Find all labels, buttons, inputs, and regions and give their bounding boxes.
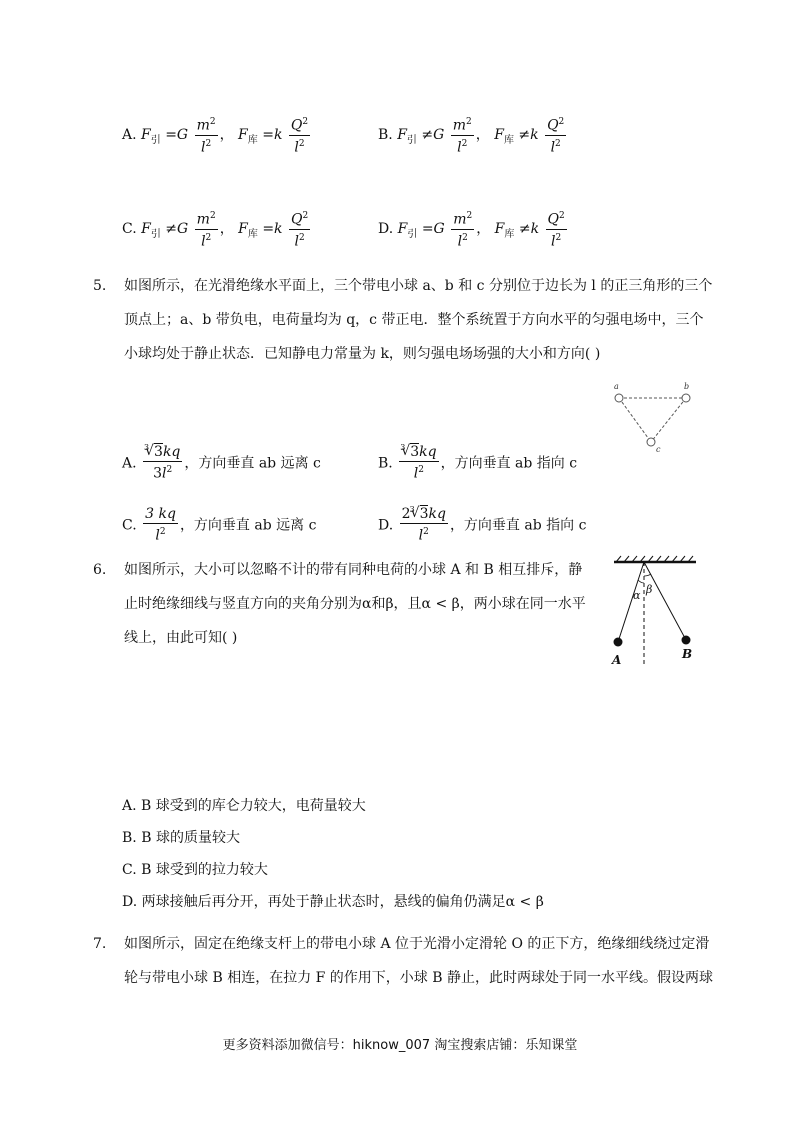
string-a (618, 562, 644, 642)
ball-b (682, 394, 690, 402)
label-beta: β (646, 583, 653, 596)
ball-c (647, 438, 655, 446)
q6-pendulum-figure (604, 552, 708, 670)
q4-option-b: B. $F_引 \ne G$ $\frac{m^2}{l^2}$ ， $F_库 \ne k$ $\frac{Q^2}{l^2}$ (378, 114, 568, 156)
q5-stem-line-2: 顶点上；a、b 带负电，电荷量均为 q，c 带正电．整个系统置于方向水平的匀强电场中，三个 (124, 312, 704, 328)
q7-number: 7. (93, 936, 107, 952)
angle-alpha-arc (638, 580, 644, 583)
label-c: c (656, 445, 661, 454)
q5-option-a: A. √ 3 3kq $3l^2$ ，方向垂直 ab 远离 c (122, 444, 321, 483)
edge-bc (651, 398, 686, 442)
ball-b (682, 636, 691, 645)
q4-option-c: C. $F_引 \ne G$ $\frac{m^2}{l^2}$ ， $F_库 =k$ $\frac{Q^2}{l^2}$ (122, 208, 312, 250)
q6-option-a: A. B 球受到的库仑力较大，电荷量较大 (122, 798, 366, 814)
edge-ac (619, 398, 651, 442)
q5-stem-line-1: 如图所示，在光滑绝缘水平面上，三个带电小球 a、b 和 c 分别位于边长为 l 的正三角形的三个 (124, 278, 713, 294)
q6-stem-line-3: 线上，由此可知( ) (124, 630, 238, 646)
q6-stem-line-1: 如图所示，大小可以忽略不计的带有同种电荷的小球 A 和 B 相互排斥，静 (124, 562, 583, 578)
string-b (644, 562, 686, 640)
q7-stem-line-1: 如图所示，固定在绝缘支杆上的带电小球 A 位于光滑小定滑轮 O 的正下方，绝缘细线绕过定滑 (124, 936, 710, 952)
label-a: a (614, 382, 619, 391)
ball-a (615, 394, 623, 402)
q6-option-c: C. B 球受到的拉力较大 (122, 862, 268, 878)
q5-option-d: D. 2 √ 3 3kq $l^2$ ，方向垂直 ab 指向 c (378, 506, 586, 545)
q5-option-b: B. √ 3 3kq $l^2$ ，方向垂直 ab 指向 c (378, 444, 577, 483)
q4-option-d: D. $F_引 =G$ $\frac{m^2}{l^2}$ ， $F_库 \ne k$ $\frac{Q^2}{l^2}$ (378, 208, 569, 250)
q5-number: 5. (93, 278, 107, 294)
q7-stem-line-2: 轮与带电小球 B 相连，在拉力 F 的作用下，小球 B 静止，此时两球处于同一水平线。假设两球 (124, 970, 713, 986)
label-b: B (682, 647, 693, 661)
q4-option-a: A. $F_引 =G$ $\frac{m^2}{l^2}$ ， $F_库 =k$ $\frac{Q^2}{l^2}$ (122, 114, 312, 156)
label-b: b (684, 382, 690, 391)
page-footer: 更多资料添加微信号：hiknow_007 淘宝搜索店铺：乐知课堂 (222, 1038, 578, 1053)
label-alpha: α (633, 589, 641, 602)
ball-a (614, 638, 623, 647)
angle-beta-arc (644, 574, 651, 576)
q6-option-d: D. 两球接触后再分开，再处于静止状态时，悬线的偏角仍满足α < β (122, 894, 544, 910)
q5-triangle-figure (606, 380, 698, 456)
q5-stem-line-3: 小球均处于静止状态．已知静电力常量为 k，则匀强电场场强的大小和方向( ) (124, 346, 601, 362)
label-a: A (612, 653, 622, 667)
q5-option-c: C. $\frac{3 kq}{l^2}$ ，方向垂直 ab 远离 c (122, 506, 317, 544)
q6-stem-line-2: 止时绝缘细线与竖直方向的夹角分别为α和β，且α < β，两小球在同一水平 (124, 596, 586, 612)
q6-number: 6. (93, 562, 107, 578)
q6-option-b: B. B 球的质量较大 (122, 830, 240, 846)
